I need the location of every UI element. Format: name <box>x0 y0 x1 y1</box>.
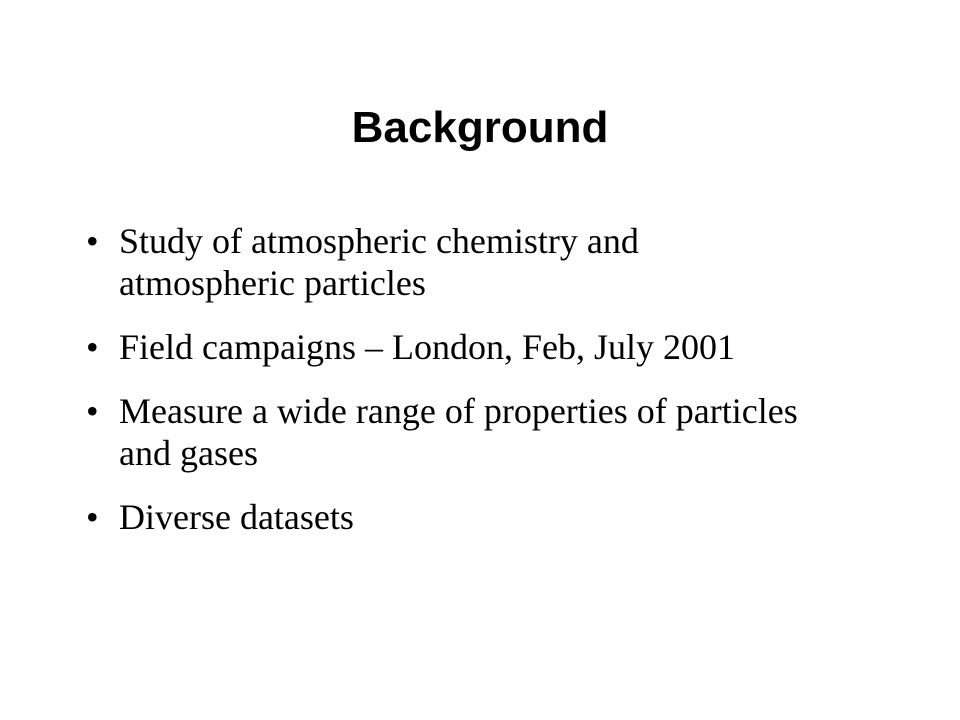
bullet-text: Diverse datasets <box>119 497 354 537</box>
bullet-text: Field campaigns – London, Feb, July 2001 <box>119 327 735 367</box>
bullet-icon: • <box>86 327 99 367</box>
bullet-item <box>86 326 886 368</box>
bullet-text: Measure a wide range of properties of particles and gases <box>119 391 798 473</box>
bullet-text: Study of atmospheric chemistry and atmospheric particles <box>119 221 639 303</box>
bullet-list <box>86 220 886 560</box>
slide-title: Background <box>351 103 609 152</box>
bullet-item <box>86 390 886 474</box>
bullet-icon: • <box>86 221 99 261</box>
bullet-icon: • <box>86 391 99 431</box>
bullet-item <box>86 220 886 304</box>
bullet-icon: • <box>86 497 99 537</box>
bullet-item <box>86 496 886 538</box>
